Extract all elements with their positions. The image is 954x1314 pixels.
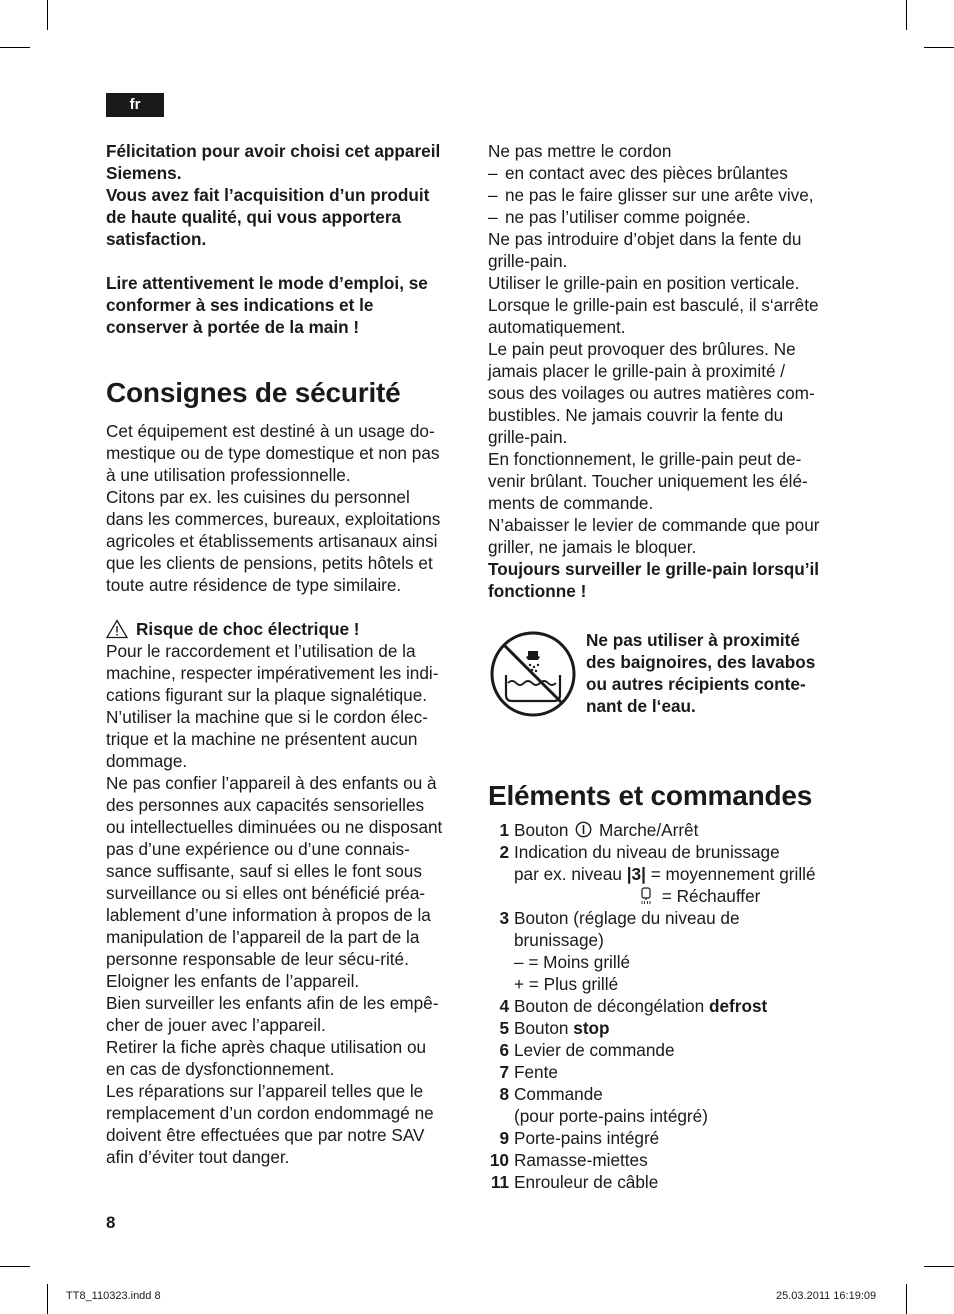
- cord-intro: Ne pas mettre le cordon: [488, 141, 672, 161]
- footer-file: TT8_110323.indd 8: [66, 1290, 161, 1302]
- item-number: 5: [499, 1018, 509, 1038]
- crop-mark: [47, 0, 48, 30]
- text-line: sance suffisante, sauf si elles le font sous: [106, 861, 422, 881]
- item-text-line: brunissage): [514, 930, 604, 950]
- text-line: sous des voilages ou autres matières com-: [488, 383, 815, 403]
- item-text-line: Commande: [514, 1084, 603, 1104]
- elements-heading: Eléments et commandes: [488, 780, 813, 811]
- text-line: venir brûlant. Toucher uniquement les élé-: [488, 471, 808, 491]
- item-number: 3: [499, 908, 509, 928]
- text-line: Lorsque le grille-pain est basculé, il s‘arrête: [488, 295, 819, 315]
- item-text: [514, 907, 848, 995]
- shock-warning-heading: [106, 618, 468, 640]
- item-text: [514, 1017, 848, 1039]
- water-caution-text: [586, 629, 836, 717]
- crop-mark: [924, 1266, 954, 1267]
- text-line: manipulation de l’appareil de la part de la: [106, 927, 420, 947]
- text-line: griller, ne jamais le bloquer.: [488, 537, 697, 557]
- text-line: trique et la machine ne présentent aucun: [106, 729, 418, 749]
- item-text-line: (pour porte-pains intégré): [514, 1106, 708, 1126]
- dash-bullet: –: [488, 207, 498, 227]
- text-line: en cas de dysfonctionnement.: [106, 1059, 335, 1079]
- cord-list-item: [488, 184, 848, 206]
- text-line: ments de commande.: [488, 493, 654, 513]
- item-text: [514, 819, 848, 841]
- text-line: Ne pas confier l’appareil à des enfants ou à: [106, 773, 437, 793]
- item-number: 4: [499, 996, 509, 1016]
- text-line: Utiliser le grille-pain en position verticale.: [488, 273, 800, 293]
- text-line: bustibles. Ne jamais couvrir la fente du: [488, 405, 784, 425]
- text-line: automatiquement.: [488, 317, 626, 337]
- caution-line: des baignoires, des lavabos: [586, 652, 816, 672]
- shock-warning-title: Risque de choc électrique !: [136, 619, 360, 639]
- item-text: [514, 841, 848, 907]
- item-text-part: Bouton: [514, 820, 569, 840]
- item-number: 11: [490, 1172, 509, 1192]
- cord-item-text: en contact avec des pièces brûlantes: [505, 163, 788, 183]
- item-number: 9: [499, 1128, 509, 1148]
- text-line: Retirer la fiche après chaque utilisation ou: [106, 1037, 427, 1057]
- supervise-warning: fonctionne !: [488, 581, 587, 601]
- cord-list-item: [488, 162, 848, 184]
- no-water-icon: [488, 629, 578, 719]
- crop-mark: [906, 1284, 907, 1314]
- defrost-label: defrost: [708, 996, 768, 1016]
- list-item: [488, 995, 848, 1017]
- text-line: grille-pain.: [488, 427, 568, 447]
- item-text-line: [514, 863, 848, 885]
- item-text-part: Bouton de décongélation: [514, 996, 705, 1016]
- item-text: Fente: [514, 1062, 558, 1082]
- list-item: [488, 1149, 848, 1171]
- text-line: N’utiliser la machine que si le cordon élec-: [106, 707, 428, 727]
- level-indicator: |3|: [626, 864, 646, 884]
- item-text-line: Bouton (réglage du niveau de: [514, 908, 740, 928]
- intro-line: de haute qualité, qui vous apportera: [106, 207, 402, 227]
- list-item: [488, 1127, 848, 1149]
- text-line: Les réparations sur l’appareil telles que le: [106, 1081, 424, 1101]
- item-text-part: = moyennement grillé: [650, 864, 816, 884]
- item-number: 10: [489, 1150, 509, 1170]
- crop-mark: [47, 1284, 48, 1314]
- dash-bullet: –: [488, 163, 498, 183]
- list-item: [488, 1061, 848, 1083]
- text-line: ou intellectuelles diminuées ou ne disposant: [106, 817, 443, 837]
- list-item: [488, 1017, 848, 1039]
- caution-line: ou autres récipients conte-: [586, 674, 806, 694]
- item-text-line: Indication du niveau de brunissage: [514, 842, 780, 862]
- crop-mark: [924, 47, 954, 48]
- text-line: cations figurant sur la plaque signalétique.: [106, 685, 428, 705]
- item-text: [514, 1083, 848, 1127]
- warning-triangle-icon: [106, 619, 128, 639]
- text-line: Bien surveiller les enfants afin de les empê-: [106, 993, 439, 1013]
- page-number: 8: [106, 1213, 116, 1232]
- list-item: [488, 907, 848, 995]
- water-caution-box: [488, 629, 848, 719]
- text-line: doivent être effectuées que par notre SAV: [106, 1125, 425, 1145]
- item-text-part: Bouton: [514, 1018, 569, 1038]
- text-line: Eloigner les enfants de l’appareil.: [106, 971, 360, 991]
- right-column: [488, 140, 848, 1193]
- item-number: 6: [499, 1040, 509, 1060]
- item-number: 2: [499, 842, 509, 862]
- text-line: Ne pas introduire d’objet dans la fente du: [488, 229, 802, 249]
- text-line: machine, respecter impérativement les indi-: [106, 663, 439, 683]
- item-number: 1: [499, 820, 509, 840]
- item-text: [514, 995, 848, 1017]
- cord-list-item: [488, 206, 848, 228]
- crop-mark: [0, 1266, 30, 1267]
- item-text: Enrouleur de câble: [514, 1172, 659, 1192]
- intro-line: conserver à portée de la main !: [106, 317, 360, 337]
- text-line: Citons par ex. les cuisines du personnel: [106, 487, 410, 507]
- safety-paragraph-1: [106, 420, 468, 596]
- list-item: [488, 1083, 848, 1127]
- intro-line: Siemens.: [106, 163, 182, 183]
- left-column: [106, 140, 468, 1168]
- text-line: En fonctionnement, le grille-pain peut de-: [488, 449, 802, 469]
- intro-line: Félicitation pour avoir choisi cet appareil: [106, 141, 441, 161]
- text-line: N’abaisser le levier de commande que pour: [488, 515, 820, 535]
- text-line: dommage.: [106, 751, 188, 771]
- text-line: personne responsable de leur sécu-rité.: [106, 949, 409, 969]
- item-text-line: [514, 885, 848, 907]
- text-line: grille-pain.: [488, 251, 568, 271]
- item-number: 7: [499, 1062, 509, 1082]
- text-line: toute autre résidence de type similaire.: [106, 575, 402, 595]
- text-line: lablement d’une information à propos de la: [106, 905, 431, 925]
- item-text-line: + = Plus grillé: [514, 974, 619, 994]
- list-item: [488, 841, 848, 907]
- text-line: agricoles et établissements artisanaux ainsi: [106, 531, 438, 551]
- elements-list: [488, 819, 848, 1193]
- text-line: mestique ou de type domestique et non pas: [106, 443, 440, 463]
- warming-rack-icon: [639, 887, 653, 905]
- safety-paragraph-2: [106, 640, 468, 1168]
- item-text: Levier de commande: [514, 1040, 675, 1060]
- text-line: Pour le raccordement et l’utilisation de la: [106, 641, 416, 661]
- language-tab: fr: [106, 93, 164, 117]
- item-text: Porte-pains intégré: [514, 1128, 660, 1148]
- intro-line: Vous avez fait l’acquisition d’un produit: [106, 185, 430, 205]
- text-line: jamais placer le grille-pain à proximité /: [488, 361, 786, 381]
- text-line: surveillance ou si elles ont bénéficié préa-: [106, 883, 426, 903]
- crop-mark: [906, 0, 907, 30]
- safety-heading: Consignes de sécurité: [106, 377, 401, 408]
- text-line: que les clients de pensions, petits hôtels et: [106, 553, 433, 573]
- text-line: afin d’éviter tout danger.: [106, 1147, 290, 1167]
- crop-mark: [0, 47, 30, 48]
- item-text: Ramasse-miettes: [514, 1150, 648, 1170]
- caution-line: Ne pas utiliser à proximité: [586, 630, 800, 650]
- text-line: pas d’une expérience ou d’une connais-: [106, 839, 410, 859]
- item-text-part: Marche/Arrêt: [599, 820, 699, 840]
- cord-item-text: ne pas l’utiliser comme poignée.: [505, 207, 751, 227]
- stop-label: stop: [573, 1018, 610, 1038]
- power-icon: [575, 821, 592, 838]
- text-line: dans les commerces, bureaux, exploitations: [106, 509, 441, 529]
- item-text-part: = Réchauffer: [661, 886, 761, 906]
- text-line: Le pain peut provoquer des brûlures. Ne: [488, 339, 796, 359]
- list-item: [488, 1039, 848, 1061]
- intro-line: conformer à ses indications et le: [106, 295, 374, 315]
- cord-item-text: ne pas le faire glisser sur une arête vive,: [505, 185, 814, 205]
- intro-paragraph: [106, 140, 468, 338]
- supervise-warning: Toujours surveiller le grille-pain lorsqu’il: [488, 559, 820, 579]
- list-item: [488, 1171, 848, 1193]
- intro-line: Lire attentivement le mode d’emploi, se: [106, 273, 428, 293]
- text-line: remplacement d’un cordon endommagé ne: [106, 1103, 434, 1123]
- item-number: 8: [499, 1084, 509, 1104]
- list-item: [488, 819, 848, 841]
- text-line: Cet équipement est destiné à un usage do-: [106, 421, 435, 441]
- intro-line: satisfaction.: [106, 229, 207, 249]
- text-line: des personnes aux capacités sensorielles: [106, 795, 425, 815]
- dash-bullet: –: [488, 185, 498, 205]
- caution-line: nant de l‘eau.: [586, 696, 696, 716]
- text-line: cher de jouer avec l’appareil.: [106, 1015, 326, 1035]
- item-text-part: par ex. niveau: [514, 864, 622, 884]
- item-text-line: – = Moins grillé: [514, 952, 631, 972]
- footer-date: 25.03.2011 16:19:09: [776, 1290, 877, 1302]
- text-line: à une utilisation professionnelle.: [106, 465, 351, 485]
